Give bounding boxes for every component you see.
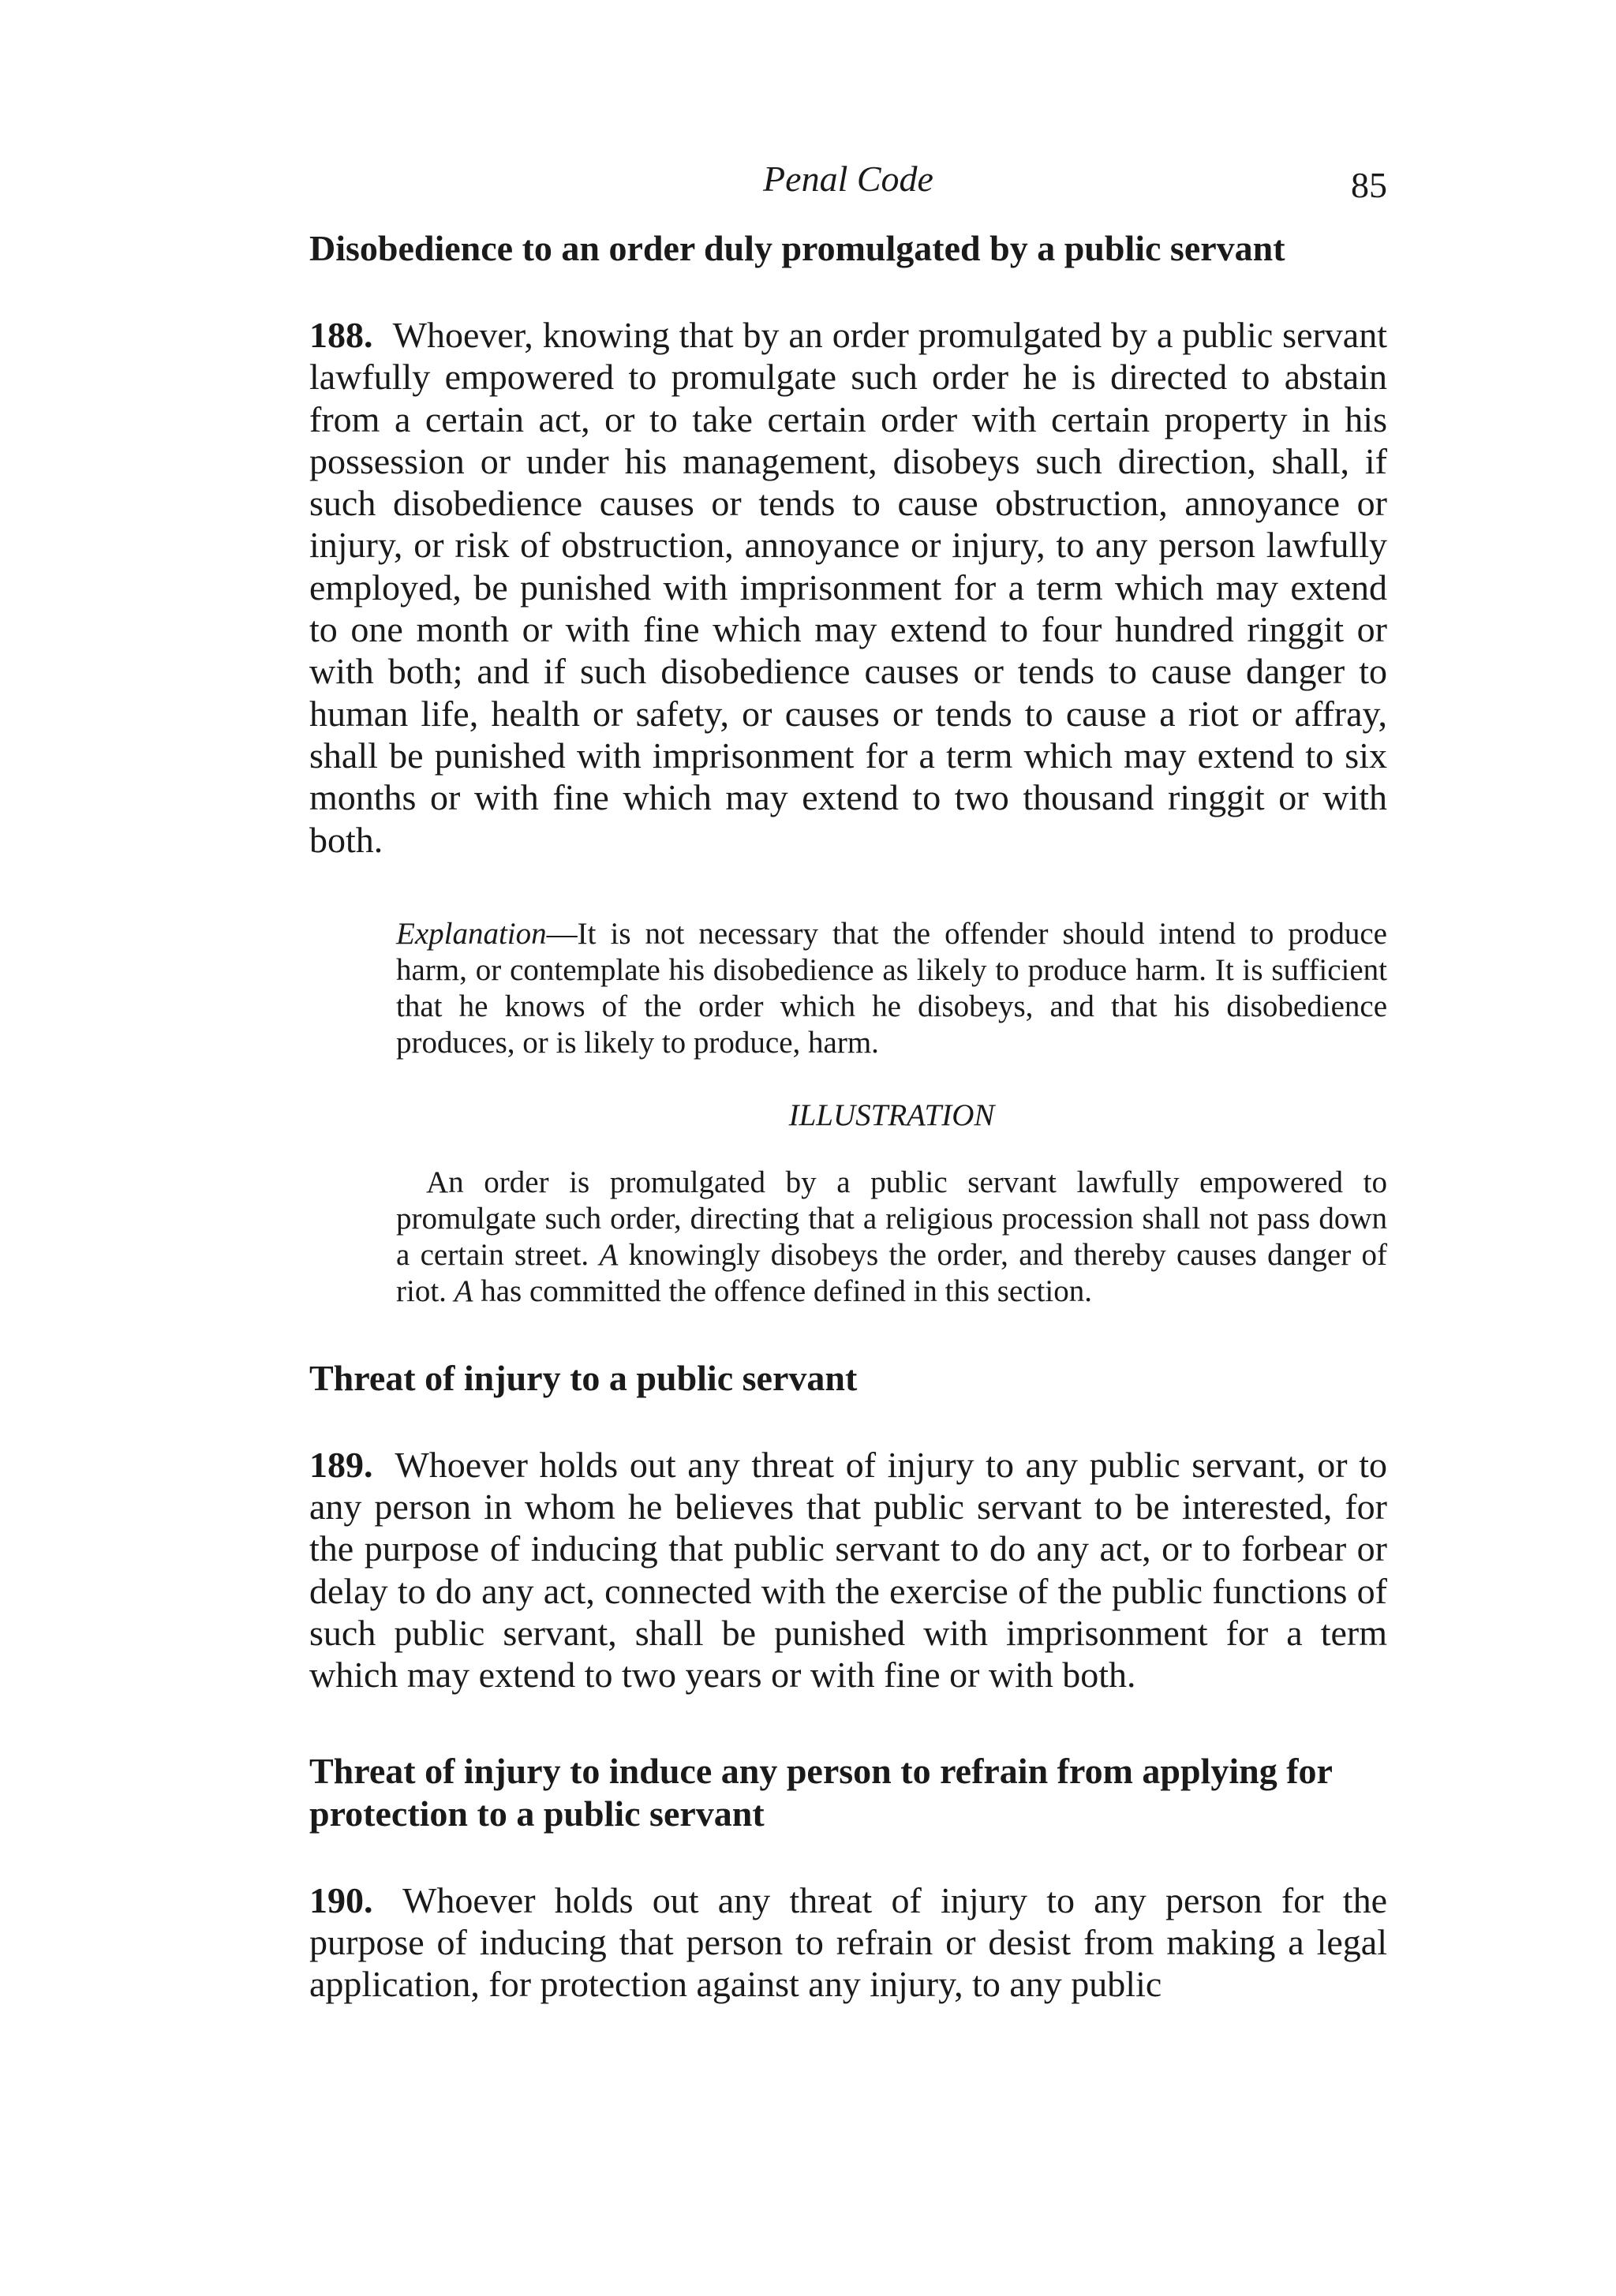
illustration-party-a-2: A: [454, 1273, 473, 1308]
section-188-body: [309, 314, 1387, 861]
section-190-heading: Threat of injury to induce any person to refrain from applying for protection to a public servant: [309, 1750, 1333, 1834]
section-190-number: 190.: [309, 1879, 373, 1920]
section-189-body: [309, 1444, 1387, 1696]
illustration-title: ILLUSTRATION: [788, 1098, 995, 1132]
page-number: 85: [1351, 165, 1387, 205]
section-188-explanation: [396, 916, 1387, 1061]
section-190-text: Whoever holds out any threat of injury to any person for the purpose of inducing that person to refrain or desist from making a legal application, for protection against any injury, to any public: [309, 1879, 1388, 2005]
document-page: [309, 150, 1387, 2006]
section-190-body: [309, 1879, 1387, 2006]
illustration-party-a-1: A: [599, 1237, 619, 1272]
explanation-label: Explanation: [396, 916, 547, 951]
section-188-illustration: [396, 1165, 1387, 1310]
section-189-text: Whoever holds out any threat of injury to any public servant, or to any person in whom he believes that public servant to be interested, for the purpose of inducing that public servant to do any act, or to forbear or delay to do any act, connected with the exercise of the public functions of such public servant, shall be punished with imprisonment for a term which may extend to two years or with fine or with both.: [309, 1444, 1387, 1696]
illustration-part-2: knowingly disobeys the order, and thereby causes danger of riot.: [396, 1237, 1388, 1308]
section-188-heading: Disobedience to an order duly promulgated by a public servant: [309, 228, 1285, 268]
section-189-number: 189.: [309, 1444, 373, 1485]
explanation-text: —It is not necessary that the offender should intend to produce harm, or contemplate his disobedience as likely to produce harm. It is sufficient that he knows of the order which he disobeys, and that his disobedience produces, or is likely to produce, harm.: [396, 916, 1387, 1060]
illustration-part-3: has committed the offence defined in this section.: [481, 1273, 1092, 1308]
illustration-part-1: An order is promulgated by a public servant lawfully empowered to promulgate such order, directing that a religious procession shall not pass down a certain street.: [396, 1165, 1387, 1272]
running-title: Penal Code: [763, 159, 933, 199]
running-header: [309, 150, 1387, 205]
section-188-text: Whoever, knowing that by an order promulgated by a public servant lawfully empowered to promulgate such order he is directed to abstain from a certain act, or to take certain order with certain property in his possession or under his management, disobeys such direction, shall, if such disobedience causes or tends to cause obstruction, annoyance or injury, or risk of obstruction, annoyance or injury, to any person lawfully employed, be punished with imprisonment for a term which may extend to one month or with fine which may extend to four hundred ringgit or with both; and if such disobedience causes or tends to cause danger to human life, health or safety, or causes or tends to cause a riot or affray, shall be punished with imprisonment for a term which may extend to six months or with fine which may extend to two thousand ringgit or with both.: [309, 315, 1387, 860]
section-188-number: 188.: [309, 315, 373, 355]
section-189-heading: Threat of injury to a public servant: [309, 1357, 858, 1398]
